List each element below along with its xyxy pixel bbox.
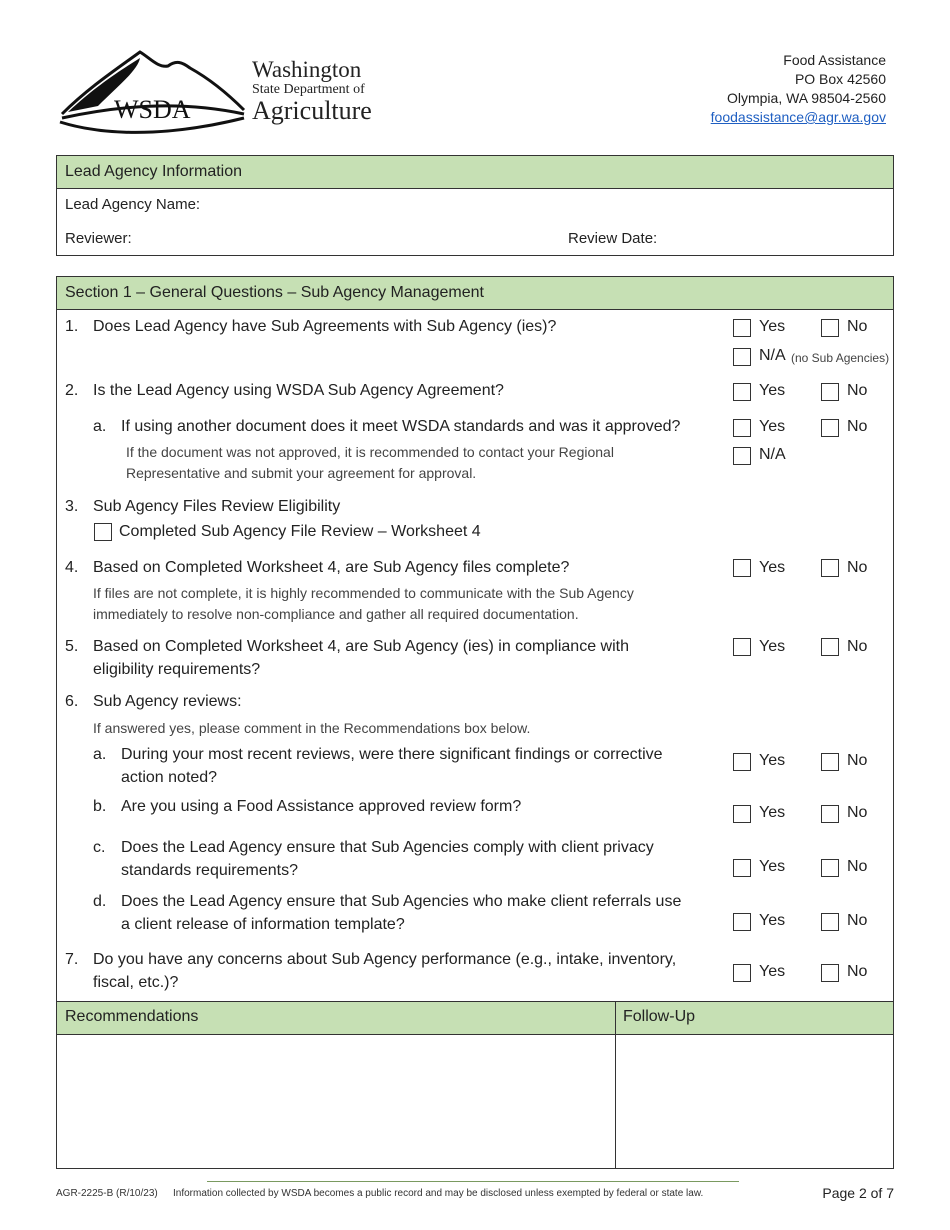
q4-yes-checkbox[interactable] [733, 559, 751, 577]
lead-agency-box [56, 155, 894, 256]
q6c-no-label: No [847, 858, 868, 875]
q6c-letter: c. [93, 839, 106, 856]
q1-number: 1. [65, 318, 79, 335]
q6b-yes-label: Yes [759, 804, 786, 821]
q6a-yes-checkbox[interactable] [733, 753, 751, 771]
q2-yes-label: Yes [759, 382, 786, 399]
footer-page-number: Page 2 of 7 [822, 1185, 894, 1201]
footer-rule [207, 1181, 739, 1182]
q2a-yes-label: Yes [759, 418, 786, 435]
q4-note-line1: If files are not complete, it is highly recommended to communicate with the Sub Agency [93, 585, 634, 601]
q5-text-line2: eligibility requirements? [93, 661, 261, 678]
q6a-letter: a. [93, 746, 107, 763]
q5-text-line1: Based on Completed Worksheet 4, are Sub Agency (ies) in compliance with [93, 638, 629, 655]
q2a-na-checkbox[interactable] [733, 447, 751, 465]
recommendations-label: Recommendations [65, 1008, 199, 1025]
q4-no-checkbox[interactable] [821, 559, 839, 577]
q6d-yes-checkbox[interactable] [733, 913, 751, 931]
q2a-note-line2: Representative and submit your agreement for approval. [126, 465, 477, 481]
q3-number: 3. [65, 498, 79, 515]
q6b-yes-checkbox[interactable] [733, 805, 751, 823]
q1-text: Does Lead Agency have Sub Agreements with Sub Agency (ies)? [93, 318, 557, 335]
q7-yes-label: Yes [759, 963, 786, 980]
q2a-note-line1: If the document was not approved, it is recommended to contact your Regional [126, 444, 614, 460]
q6d-yes-label: Yes [759, 912, 786, 929]
q6a-text-line2: action noted? [121, 769, 218, 786]
q4-note-line2: immediately to resolve non-compliance and gather all required documentation. [93, 606, 579, 622]
followup-textarea[interactable] [617, 1035, 892, 1167]
contact-email-link[interactable]: foodassistance@agr.wa.gov [710, 109, 886, 125]
reviewer-label: Reviewer: [65, 230, 132, 247]
q2-no-label: No [847, 382, 868, 399]
q2-yes-checkbox[interactable] [733, 383, 751, 401]
q6d-letter: d. [93, 893, 107, 910]
q6c-no-checkbox[interactable] [821, 859, 839, 877]
q7-text-line2: fiscal, etc.)? [93, 974, 179, 991]
q5-yes-label: Yes [759, 638, 786, 655]
q5-no-label: No [847, 638, 868, 655]
lead-agency-name-label: Lead Agency Name: [65, 196, 201, 213]
q1-na-checkbox[interactable] [733, 348, 751, 366]
q6c-text-line1: Does the Lead Agency ensure that Sub Agencies comply with client privacy [121, 839, 654, 856]
q6b-letter: b. [93, 798, 107, 815]
q6d-no-checkbox[interactable] [821, 913, 839, 931]
logo-agriculture: Agriculture [252, 96, 372, 125]
q4-text: Based on Completed Worksheet 4, are Sub Agency files complete? [93, 559, 570, 576]
q4-no-label: No [847, 559, 868, 576]
contact-org: Food Assistance [783, 52, 886, 68]
review-date-label: Review Date: [568, 230, 658, 247]
followup-label: Follow-Up [623, 1008, 696, 1025]
q6-note: If answered yes, please comment in the Recommendations box below. [93, 720, 531, 736]
q2a-letter: a. [93, 418, 107, 435]
q5-number: 5. [65, 638, 79, 655]
q6-text: Sub Agency reviews: [93, 693, 242, 710]
q7-no-label: No [847, 963, 868, 980]
column-divider [615, 1001, 616, 1168]
q5-yes-checkbox[interactable] [733, 638, 751, 656]
q2-number: 2. [65, 382, 79, 399]
q2-no-checkbox[interactable] [821, 383, 839, 401]
q6b-text: Are you using a Food Assistance approved review form? [121, 798, 522, 815]
q6c-yes-label: Yes [759, 858, 786, 875]
q6b-no-checkbox[interactable] [821, 805, 839, 823]
q1-na-note: (no Sub Agencies) [791, 351, 890, 365]
q6c-text-line2: standards requirements? [121, 862, 298, 879]
q1-yes-label: Yes [759, 318, 786, 335]
q1-yes-checkbox[interactable] [733, 319, 751, 337]
q2a-yes-checkbox[interactable] [733, 419, 751, 437]
q2-text: Is the Lead Agency using WSDA Sub Agency Agreement? [93, 382, 504, 399]
q6d-text-line2: a client release of information template? [121, 916, 405, 933]
section1-box [56, 276, 894, 1169]
svg-text:WSDA: WSDA [114, 95, 191, 124]
q7-no-checkbox[interactable] [821, 964, 839, 982]
q6-number: 6. [65, 693, 79, 710]
q2a-text: If using another document does it meet WSDA standards and was it approved? [121, 418, 681, 435]
q4-yes-label: Yes [759, 559, 786, 576]
q2a-no-checkbox[interactable] [821, 419, 839, 437]
wsda-logo [58, 48, 378, 136]
q7-text-line1: Do you have any concerns about Sub Agency performance (e.g., intake, inventory, [93, 951, 677, 968]
q7-yes-checkbox[interactable] [733, 964, 751, 982]
section1-header: Section 1 – General Questions – Sub Agency Management [57, 277, 893, 310]
q3-worksheet-label: Completed Sub Agency File Review – Worksheet 4 [119, 523, 481, 540]
q1-no-checkbox[interactable] [821, 319, 839, 337]
recommendations-textarea[interactable] [58, 1035, 614, 1167]
q6b-no-label: No [847, 804, 868, 821]
q5-no-checkbox[interactable] [821, 638, 839, 656]
q2a-na-label: N/A [759, 446, 786, 463]
logo-state-dept: State Department of [252, 82, 365, 97]
contact-po-box: PO Box 42560 [794, 71, 886, 87]
q4-number: 4. [65, 559, 79, 576]
footer-notice: Information collected by WSDA becomes a public record and may be disclosed unless exempted by federal or state law. [173, 1188, 704, 1199]
contact-city: Olympia, WA 98504-2560 [726, 90, 886, 106]
q2a-no-label: No [847, 418, 868, 435]
q1-na-label: N/A [759, 347, 786, 364]
lead-agency-header: Lead Agency Information [57, 156, 893, 189]
q1-no-label: No [847, 318, 868, 335]
contact-block [711, 51, 886, 127]
q6a-text-line1: During your most recent reviews, were there significant findings or corrective [121, 746, 663, 763]
q6d-text-line1: Does the Lead Agency ensure that Sub Agencies who make client referrals use [121, 893, 682, 910]
q3-text: Sub Agency Files Review Eligibility [93, 498, 341, 515]
q3-worksheet-checkbox[interactable] [94, 523, 112, 541]
q6d-no-label: No [847, 912, 868, 929]
logo-washington: Washington [252, 57, 362, 82]
q6a-no-checkbox[interactable] [821, 753, 839, 771]
footer-form-id: AGR-2225-B (R/10/23) [56, 1188, 158, 1199]
q6a-yes-label: Yes [759, 752, 786, 769]
q7-number: 7. [65, 951, 79, 968]
q6a-no-label: No [847, 752, 868, 769]
q6c-yes-checkbox[interactable] [733, 859, 751, 877]
